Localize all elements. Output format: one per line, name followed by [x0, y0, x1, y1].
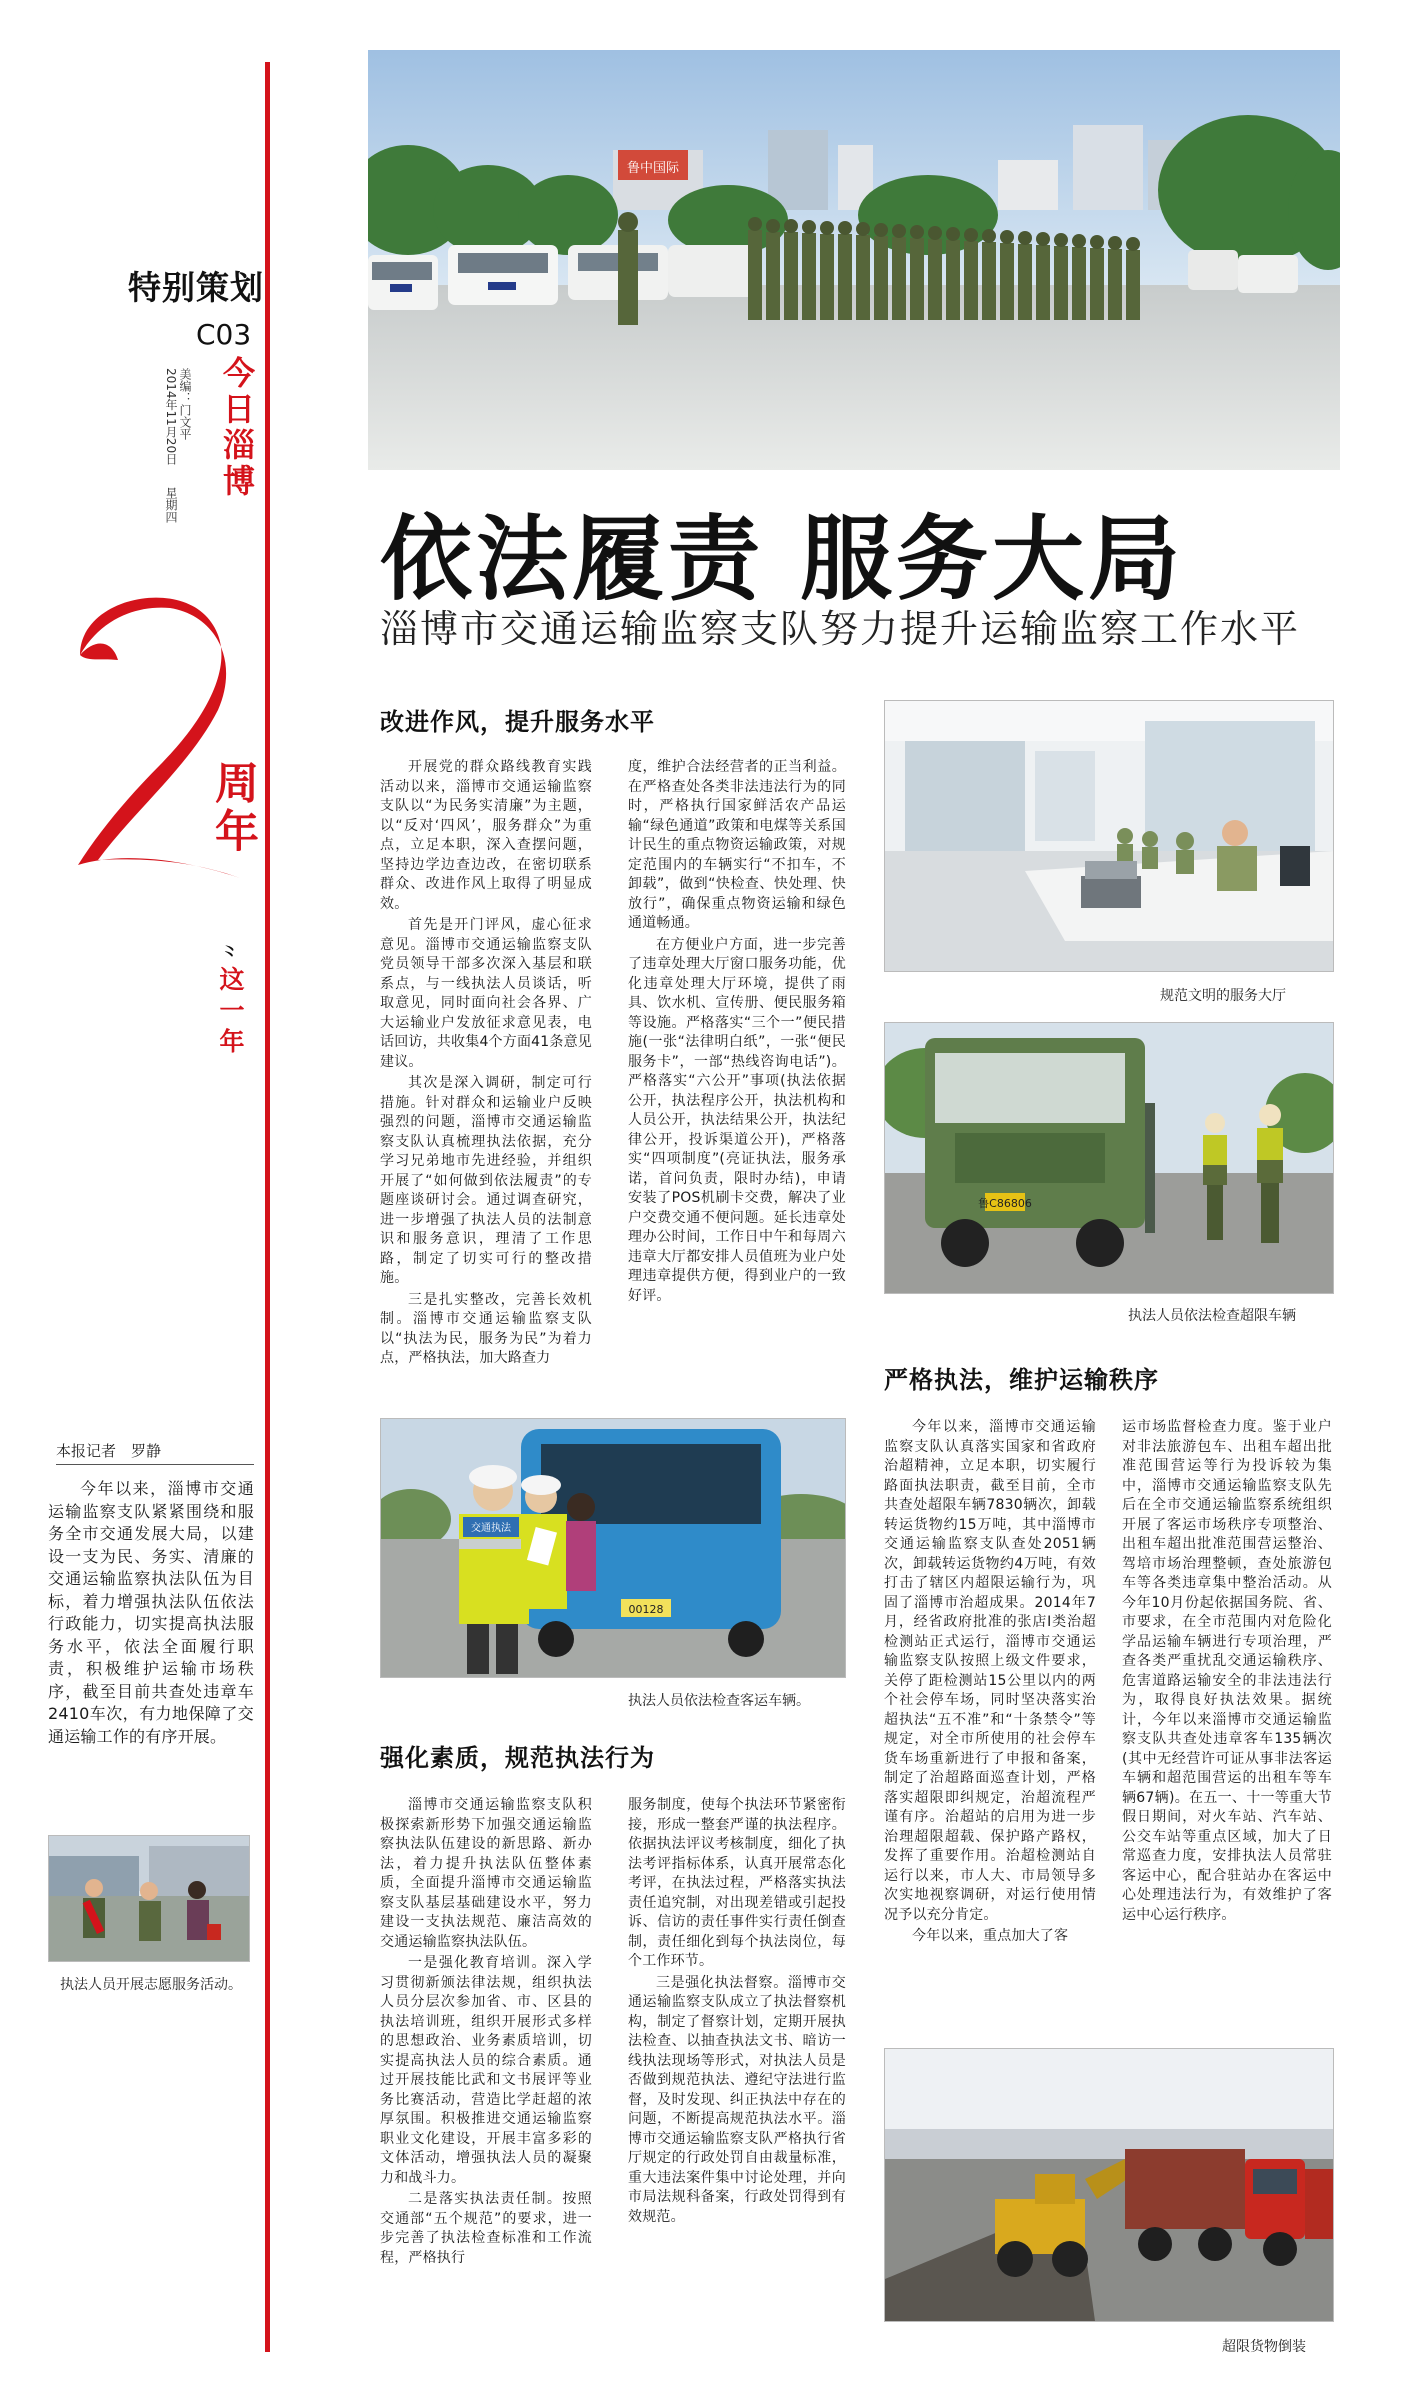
- caption-truck: 执法人员依法检查超限车辆: [1128, 1308, 1296, 1324]
- bus-plate-text: 00128: [628, 1603, 664, 1616]
- paper-name: 今日淄博: [218, 356, 256, 500]
- service-hall-photo: [884, 700, 1334, 972]
- s2c1-p1: 今年以来，淄博市交通运输监察支队认真落实国家和省政府治超精神，立足本职，切实履行路面执法职责，截至目前，全市共查处超限车辆7830辆次，卸载转运货物约15万吨，其中淄博市交通运输监察支队查处2051辆次，卸载转运货物约4万吨，有效打击了辖区内超限运输行为，巩固了淄博市治超成果。2014年7月，经省政府批准的张店I类治超检测站正式运行，淄博市交通运输监察支队按照上级文件要求，关停了距检测站15公里以内的两个社会停车场，同时坚决落实治超执法“五不准”和“十条禁令”等规定，对全市所使用的社会停车货车场重新进行了申报和备案，制定了治超路面巡查计划，严格落实超限即纠规定，治超流程严谨有序。治超站的启用为进一步治理超限超载、保护路产路权，发挥了重要作用。治超检测站自运行以来，市人大、市局领导多次实地视察调研，对运行使用情况予以充分肯定。: [884, 1419, 1096, 1923]
- anniversary-tail: 这一年: [216, 966, 245, 1059]
- issue-date: 2014年11月20日: [164, 368, 178, 466]
- volunteer-photo: [48, 1835, 250, 1962]
- s3c2-p1: 服务制度，使每个执法环节紧密衔接，形成一整套严谨的执法程序。依据执法评议考核制度，细化了执法考评指标体系，认真开展常态化考评，在执法过程，严格落实执法责任追究制，对出现差错或引起投诉、信访的责任事件实行责任倒查制，责任细化到每个执法岗位，每个工作环节。: [628, 1797, 846, 1969]
- section1-column-1: [380, 758, 592, 1371]
- s1c1-p2: 首先是开门评风，虚心征求意见。淄博市交通运输监察支队党员领导干部多次深入基层和联系点，与一线执法人员谈话，听取意见，同时面向社会各界、广大运输业户发放征求意见表，电话回访，共收集4个方面41条意见建议。: [380, 917, 592, 1070]
- section1-column-2: [628, 758, 846, 1308]
- lead-text: 今年以来，淄博市交通运输监察支队紧紧围绕和服务全市交通发展大局，以建设一支为民、务实、清廉的交通运输监察执法队伍为目标，着力增强执法队伍依法行政能力，切实提高执法服务水平，依法全面履行职责，积极维护运输市场秩序，截至目前共查处违章车2410车次，有力地保障了交通运输工作的有序开展。: [48, 1479, 254, 1746]
- anniversary-mark: 周年: [207, 760, 258, 856]
- main-headline: 依法履责 服务大局: [380, 506, 1185, 613]
- swirl-icon: ⺀: [218, 942, 242, 970]
- section1-heading: 改进作风，提升服务水平: [380, 708, 655, 736]
- s3c2-p2: 三是强化执法督察。淄博市交通运输监察支队成立了执法督察机构，制定了督察计划，定期开展执法检查、以抽查执法文书、暗访一线执法现场等形式，对执法人员是否做到规范执法、遵纪守法进行监督，及时发现、纠正执法中存在的问题，不断提高规范执法水平。淄博市交通运输监察支队严格执行省厅规定的行政处罚自由裁量标准，重大违法案件集中讨论处理，并向市局法规科备案，行政处罚得到有效规范。: [628, 1974, 846, 2225]
- truck-plate-text: 鲁C86806: [978, 1197, 1032, 1210]
- s1c2-p1: 度，维护合法经营者的正当利益。在严格查处各类非法违法行为的同时，严格执行国家鲜活农产品运输“绿色通道”政策和电煤等关系国计民生的重点物资运输政策，对规定范围内的车辆实行“不扣车，不卸载”，做到“快检查、快处理、快放行”，确保重点物资运输和绿色通道畅通。: [628, 759, 846, 931]
- masthead-red-rule: [265, 62, 270, 2352]
- s2c2-p1: 运市场监督检查力度。鉴于业户对非法旅游包车、出租车超出批准范围营运等行为投诉较为集中，淄博市交通运输监察支队先后在全市交通运输监察系统组织开展了客运市场秩序专项整治、出租车超出批准范围营运整治、驾培市场治理整顿，查处旅游包车等各类违章集中整治活动。从今年10月份起依据国务院、省、市要求，在全市范围内对危险化学品运输车辆进行专项治理，严查各类严重扰乱交通运输秩序、危害道路运输安全的非法违法行为，取得良好执法效果。据统计，今年以来淄博市交通运输监察支队共查处违章客车135辆次(其中无经营许可证从事非法客运车辆和超范围营运的出租车等车辆67辆)。在五一、十一等重大节假日期间，对火车站、汽车站、公交车站等重点区域，加大了日常巡查力度，安排执法人员常驻客运中心，配合驻站办在客运中心处理违法行为，有效维护了客运中心运行秩序。: [1122, 1419, 1332, 1923]
- caption-volunteer: 执法人员开展志愿服务活动。: [60, 1977, 242, 1993]
- caption-unload: 超限货物倒装: [1222, 2339, 1306, 2355]
- section3-column-1: [380, 1796, 592, 2270]
- section2-heading: 严格执法，维护运输秩序: [884, 1366, 1159, 1394]
- unloading-photo: [884, 2048, 1334, 2322]
- section2-column-2: [1122, 1418, 1332, 1927]
- s1c2-p2: 在方便业户方面，进一步完善了违章处理大厅窗口服务功能，优化违章处理大厅环境，提供了雨具、饮水机、宣传册、便民服务箱等设施。严格落实“三个一”便民措施(一张“法律明白纸”，一张“便民服务卡”，一部“热线咨询电话”)。严格落实“六公开”事项(执法依据公开，执法程序公开，执法机构和人员公开，执法结果公开，执法纪律公开，投诉渠道公开)，严格落实“四项制度”(亮证执法，服务承诺，首问负责，限时办结)，申请安装了POS机刷卡交费，解决了业户交费交通不便问题。延长违章处理办公时间，工作日中午和每周六违章大厅都安排人员值班为业户处理违章提供方便，得到业户的一致好评。: [628, 936, 846, 1304]
- s3c1-p1: 淄博市交通运输监察支队积极探索新形势下加强交通运输监察执法队伍建设的新思路、新办法，着力提升执法队伍整体素质，全面提升淄博市交通运输监察支队基层基础建设水平，努力建设一支执法规范、廉洁高效的交通运输监察执法队伍。: [380, 1797, 592, 1950]
- bus-inspection-photo: [380, 1418, 846, 1678]
- section-label: 特别策划: [128, 268, 264, 307]
- caption-hall: 规范文明的服务大厅: [1160, 988, 1286, 1004]
- reporter-name: 本报记者 罗静: [56, 1442, 162, 1460]
- truck-inspection-photo: [884, 1022, 1334, 1294]
- issue-weekday: 星期四: [164, 486, 178, 523]
- s2c1-p2: 今年以来，重点加大了客: [912, 1928, 1069, 1944]
- s1c1-p3: 其次是深入调研，制定可行措施。针对群众和运输业户反映强烈的问题，淄博市交通运输监察支队认真梳理执法依据，充分学习兄弟地市先进经验，并组织开展了“如何做到依法履责”的专题座谈研讨会。通过调查研究，进一步增强了执法人员的法制意识和服务意识，理清了工作思路，制定了切实可行的整改措施。: [380, 1075, 592, 1286]
- billboard-text: 鲁中国际: [626, 161, 680, 176]
- byline: [56, 1440, 254, 1465]
- lead-paragraph: [48, 1478, 254, 1750]
- section3-column-2: [628, 1796, 846, 2229]
- caption-bus: 执法人员依法检查客运车辆。: [628, 1693, 810, 1709]
- masthead-meta: [164, 368, 192, 523]
- section3-heading: 强化素质，规范执法行为: [380, 1744, 655, 1772]
- s3c1-p3: 二是落实执法责任制。按照交通部“五个规范”的要求，进一步完善了执法检查标准和工作流程，严格执行: [380, 2191, 592, 2266]
- vest-label-text: 交通执法: [471, 1523, 511, 1534]
- s3c1-p2: 一是强化教育培训。深入学习贯彻新颁法律法规，组织执法人员分层次参加省、市、区县的执法培训班，组织开展形式多样的思想政治、业务素质培训，切实提高执法人员的综合素质。通过开展技能比武和文书展评等业务比赛活动，营造比学赶超的浓厚氛围。积极推进交通运输监察职业文化建设，开展丰富多彩的文体活动，增强执法人员的凝聚力和战斗力。: [380, 1955, 592, 2186]
- main-subheadline: 淄博市交通运输监察支队努力提升运输监察工作水平: [380, 607, 1301, 651]
- section2-column-1: [884, 1418, 1096, 1949]
- hero-photo-formation: [368, 50, 1340, 470]
- s1c1-p4: 三是扎实整改，完善长效机制。淄博市交通运输监察支队以“执法为民，服务为民”为着力点，严格执法，加大路查力: [380, 1291, 592, 1366]
- page-number: C03: [196, 318, 252, 351]
- editor-label: 美编：门文平: [178, 368, 192, 440]
- s1c1-p1: 开展党的群众路线教育实践活动以来，淄博市交通运输监察支队以“为民务实清廉”为主题，以“反对‘四风’，服务群众”为重点，立足本职，深入查摆问题，坚持边学边查边改，在密切联系群众、改进作风上取得了明显成效。: [380, 759, 592, 912]
